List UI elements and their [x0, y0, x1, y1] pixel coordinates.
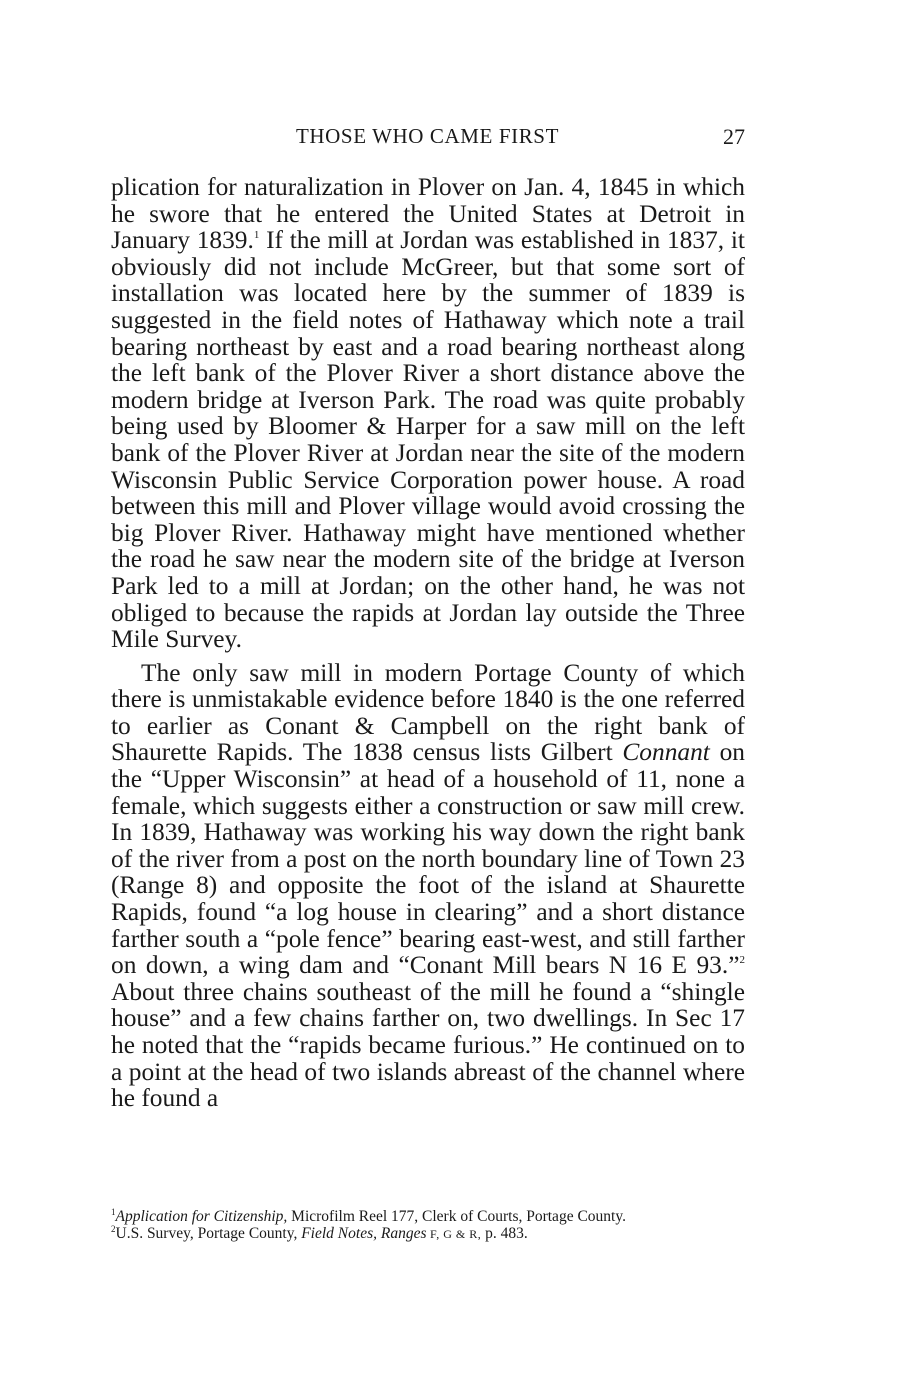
- footnote-2-text-a: U.S. Survey, Portage County,: [115, 1225, 302, 1242]
- footnote-ref-2: 2: [739, 954, 745, 967]
- body-text: [111, 174, 745, 1112]
- footnote-1: [111, 1208, 745, 1225]
- footnotes: [111, 1208, 745, 1243]
- paragraph-2: [111, 660, 745, 1112]
- footnote-2-text-end: p. 483.: [481, 1225, 528, 1242]
- paragraph-1: [111, 174, 745, 653]
- running-head: THOSE WHO CAME FIRST: [295, 124, 560, 148]
- footnote-2: [111, 1225, 745, 1243]
- page-number: 27: [723, 124, 745, 149]
- paragraph-2-italic: Connant: [622, 738, 710, 767]
- paragraph-1-text-b: If the mill at Jordan was established in 1837, it obviously did not include McGreer, but that some sort of installation was located here by the summer of 1839 is suggested in the field notes of Hathaway which note a trail bearing northeast by east and a road bearing northeast along the left bank of the Plover River a short distance above the modern bridge at Iverson Park. The road was quite probably being used by Bloomer & Harper for a saw mill on the left bank of the Plover River at Jordan near the site of the modern Wisconsin Public Service Corporation power house. A road between this mill and Plover village would avoid crossing the big Plover River. Hathaway might have mentioned whether the road he saw near the modern site of the bridge at Iverson Park led to a mill at Jordan; on the other hand, he was not obliged to because the rapids at Jordan lay outside the Three Mile Survey.: [111, 226, 745, 654]
- footnote-2-mark: 2: [111, 1224, 116, 1234]
- paragraph-1-text-a: plication for naturalization in Plover on Jan. 4, 1845 in which he swore that he entered the United States at Detroit in January 1839.: [111, 173, 745, 255]
- paragraph-2-text-b: on the “Upper Wisconsin” at head of a household of 11, none a female, which suggests either a construction or saw mill crew. In 1839, Hathaway was working his way down the right bank of the river from a post on the north boundary line of Town 23 (Range 8) and opposite the foot of the island at Shaurette Rapids, found “a log house in clearing” and a short distance farther south a “pole fence” bearing east-west, and still farther on down, a wing dam and “Conant Mill bears N 16 E 93.”: [111, 738, 745, 980]
- footnote-2-ranges: F, G & R,: [426, 1227, 482, 1241]
- footnote-2-title: Field Notes, Ranges: [301, 1225, 427, 1242]
- footnote-ref-1: 1: [253, 229, 260, 242]
- footnote-1-title: Application for Citizenship,: [115, 1208, 288, 1225]
- page-header: [110, 124, 745, 154]
- footnote-1-text: Microfilm Reel 177, Clerk of Courts, Portage County.: [287, 1208, 626, 1225]
- footnote-1-mark: 1: [111, 1207, 116, 1217]
- paragraph-2-text-a: The only saw mill in modern Portage County of which there is unmistakable evidence before 1840 is the one referred to earlier as Conant & Campbell on the right bank of Shaurette Rapids. The 1838 census lists Gilbert: [111, 658, 745, 767]
- paragraph-2-text-c: About three chains southeast of the mill he found a “shingle house” and a few chains farther on, two dwellings. In Sec 17 he noted that the “rapids became furious.” He continued on to a point at the head of two islands abreast of the channel where he found a: [111, 977, 745, 1113]
